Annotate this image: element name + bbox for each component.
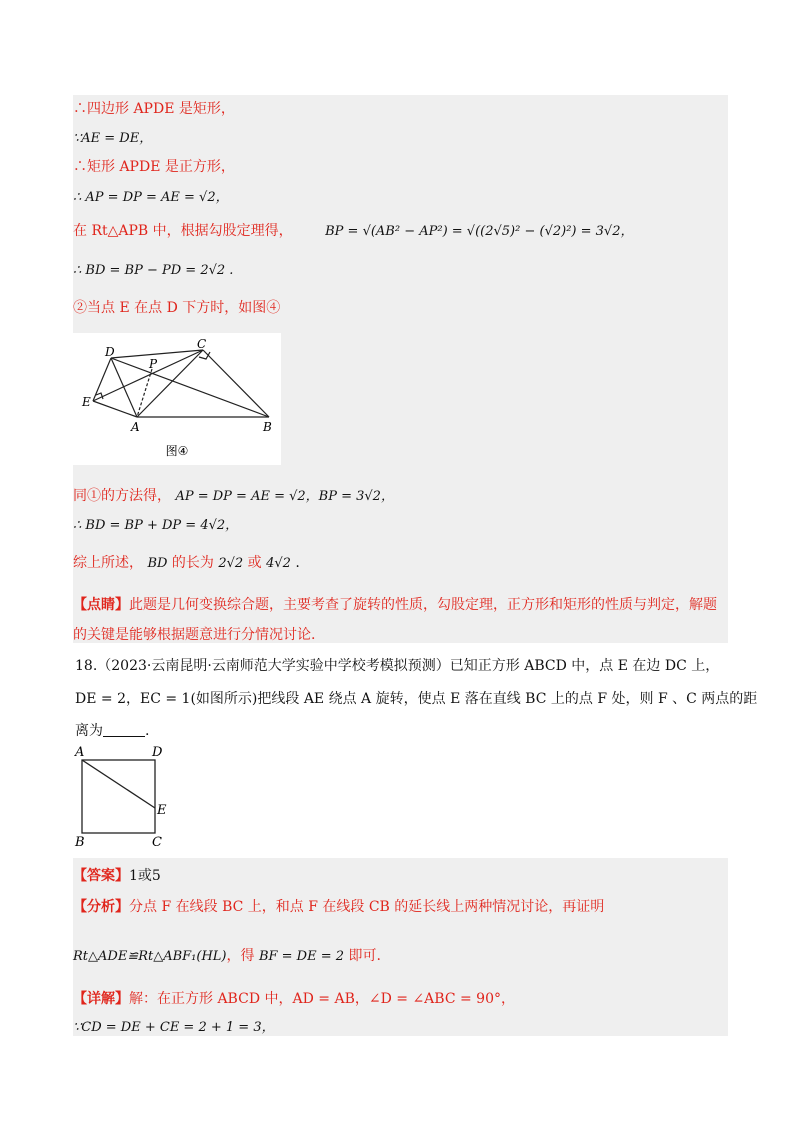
solution-line: ∴ BD = BP − PD = 2√2 . xyxy=(73,263,234,278)
solution-line: ②当点 E 在点 D 下方时，如图④ xyxy=(73,300,281,316)
comment-line: 【点睛】此题是几何变换综合题，主要考查了旋转的性质，勾股定理，正方形和矩形的性质与判定，解题 xyxy=(73,597,717,613)
label-B: B xyxy=(75,835,85,850)
detail-line: ∵CD = DE + CE = 2 + 1 = 3， xyxy=(73,1020,275,1035)
detail-line: 【详解】解：在正方形 ABCD 中，AD = AB，∠D = ∠ABC = 90°， xyxy=(73,991,515,1007)
label-B: B xyxy=(263,420,272,434)
solution-line: ∴ BD = BP + DP = 4√2， xyxy=(73,518,239,533)
label-C: C xyxy=(152,835,162,850)
solution-line: 同①的方法得， AP = DP = AE = √2，BP = 3√2， xyxy=(73,488,394,504)
solution-line: ∴矩形 APDE 是正方形， xyxy=(73,159,235,175)
label-D: D xyxy=(152,745,163,760)
answer-blank xyxy=(103,722,145,737)
problem-line: 离为 . xyxy=(75,723,150,739)
label-C: C xyxy=(197,337,207,351)
figure-square xyxy=(73,744,173,850)
figure-caption: 图④ xyxy=(165,444,189,458)
solution-line: ∵AE = DE， xyxy=(73,131,153,146)
solution-line: ∴四边形 APDE 是矩形， xyxy=(73,101,235,117)
label-E: E xyxy=(157,803,167,818)
figure-4 xyxy=(73,333,281,465)
label-A: A xyxy=(75,745,85,760)
comment-line: 的关键是能够根据题意进行分情况讨论. xyxy=(73,627,316,643)
label-E: E xyxy=(82,395,91,409)
label-D: D xyxy=(105,345,115,359)
label-P: P xyxy=(149,357,158,371)
solution-line: 综上所述， BD 的长为 2√2 或 4√2 . xyxy=(73,555,300,571)
answer-line: 【答案】1或5 xyxy=(73,868,161,884)
solution-line: 在 Rt△APB 中，根据勾股定理得， BP = √(AB² − AP²) = √((2√5)² − (√2)²) = 3√2， xyxy=(73,223,634,239)
solution-line: ∴ AP = DP = AE = √2， xyxy=(73,190,229,205)
analysis-line: Rt△ADE≌Rt△ABF₁(HL)，得 BF = DE = 2 即可. xyxy=(73,948,381,964)
problem-line: 18.（2023·云南昆明·云南师范大学实验中学校考模拟预测）已知正方形 ABCD 中，点 E 在边 DC 上， xyxy=(75,658,720,674)
problem-line: DE = 2，EC = 1(如图所示)把线段 AE 绕点 A 旋转，使点 E 落在直线 BC 上的点 F 处，则 F 、C 两点的距 xyxy=(75,691,758,707)
analysis-line: 【分析】分点 F 在线段 BC 上，和点 F 在线段 CB 的延长线上两种情况讨论，再证明 xyxy=(73,899,605,915)
label-A: A xyxy=(131,420,140,434)
